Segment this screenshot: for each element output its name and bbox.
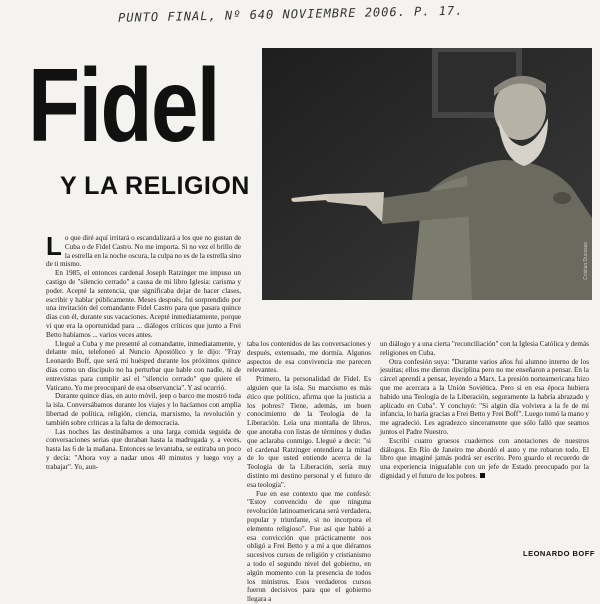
article-title: Fidel (28, 48, 219, 164)
paragraph (380, 437, 589, 481)
article-column-2 (247, 340, 371, 604)
paragraph: Llegué a Cuba y me presenté al comandante, inmediatamente, y delante mío, telefoneó al Nuncio Apostólico y le dijo: "Fray Leonardo Boff, que será mi huésped durante los próximos quince días como un discípulo no ha perturbar que hable con nadie, ni de entrevistas para cumplir así el "silencio cerrado" que quiere el Vaticano. Yo me preocuparé de esa observancia". Y así ocurrió. (46, 339, 241, 392)
article-subtitle: Y LA RELIGION (60, 172, 250, 200)
paragraph-text: o que diré aquí irritará o escandalizará a los que no gustan de Cuba o de Fidel Castro. No me importa. Si no vez el brillo de la estrella en la noche oscura, la culpa no es de la estrella sino de ti mismo. (46, 234, 241, 269)
paragraph: Durante quince días, en auto móvil, jeep o barco me mostró toda la isla. Conversábamos durante los viajes y lo hacíamos con amplia libertad de política, religión, ciencia, marxismo, la revolución y también sobre críticas a la falta de democracia. (46, 392, 241, 427)
paragraph: Fue en ese contexto que me confesó: "Estoy convencido de que ninguna revolución latinoamericana será verdadera, popular y triunfante, si no incorpora el elemento religioso". Fue así que habló a esa convicción que prácticamente nos obligó a Frei Betto y a mí a que diéramos sucesivos cursos de religión y cristianismo a todo el segundo nivel del gobierno, en algún momento con la presencia de todos los ministros. Esos verdaderos cursos fueron decisivos para que el gobierno llegara a (247, 489, 371, 604)
paragraph (46, 231, 241, 269)
author-byline: LEONARDO BOFF (523, 549, 595, 558)
article-column-1 (46, 231, 241, 566)
end-of-article-mark (480, 473, 485, 478)
dropcap: L (46, 231, 62, 261)
paragraph: un diálogo y a una cierta "reconciliación" con la Iglesia Católica y demás religiones en Cuba. (380, 340, 589, 357)
paragraph: Las noches las destinábamos a una larga comida seguida de conversaciones serias que duraban hasta la madrugada y, a veces, hasta las 6 de la mañana. Entonces se levantaba, se estiraba un poco y decía: "Ahora voy a nadar unos 40 minutos y luego voy a trabajar". Yo, aun- (46, 427, 241, 471)
paragraph: Otra confesión suya: "Durante varios años fui alumno interno de los jesuitas; ellos me dieron disciplina pero no me enseñaron a pensar. En la cárcel aprendí a pensar, leyendo a Marx. La presión norteamericana hizo que me acercara a la Unión Soviética. Pero si en esa época hubiera habido una Teología de la Liberación, seguramente la habría abrazado y aplicado en Cuba". Y concluyó: "Si algún día volviera a la fe de mi infancia, lo haría gracias a Frei Betto y Frei Boff". Luego tomó la mano y me agradeció. Les agradezco sinceramente que sólo falló que seamos juntos el Padre Nuestro. (380, 357, 589, 436)
article-photo (262, 48, 592, 300)
photo-figure (262, 48, 592, 300)
article-column-3 (380, 340, 589, 546)
paragraph-text: Escribí cuatro gruesos cuadernos con anotaciones de nuestros diálogos. En Río de Janeiro me abordó el auto y me robaron todo. El libro que imaginé jamás podrá ser escrito. Pero guardo el recuerdo de una experiencia inigualable con un jefe de Estado preocupado por la dignidad y el futuro de los pobres. (380, 436, 589, 480)
paragraph: taba los contenidos de las conversaciones y después, extenuado, me dormía. Algunos aspectos de esa convivencia me parecen relevantes. (247, 340, 371, 375)
photo-credit: Cristian Ducasse (583, 242, 589, 280)
paragraph: Primero, la personalidad de Fidel. Es alguien que la isla. Su marxismo es más ético que político, afirma que la justicia a los pobres? Tiene, además, un buen conocimiento de la Teología de la Liberación. Leía una montaña de libros, que anotaba con listas de términos y dudas que aclaraba conmigo. Llegué a decir: "si el cardenal Ratzinger entendiera la mitad de lo que usted entiende acerca de la Teología de la Liberación, sería muy distinto mi destino personal y el futuro de esa teología". (247, 375, 371, 489)
paragraph: En 1985, el entonces cardenal Joseph Ratzinger me impuso un castigo de "silencio cerrado" a causa de mi libro Iglesia: carisma y poder. Acepté la sentencia, que significaba dejar de hacer clases, escribir y hablar públicamente. Meses después, fui sorprendido por una invitación del comandante Fidel Castro para que pasara quince días con él, durante sus vacaciones. Acepté inmediatamente, porque vi que era la oportunidad para ... diálogos críticos que junto a Frei Betto habíamos ... varios veces antes. (46, 269, 241, 339)
handwritten-note: PUNTO FINAL, Nº 640 NOVIEMBRE 2006. P. 17. (117, 3, 464, 25)
